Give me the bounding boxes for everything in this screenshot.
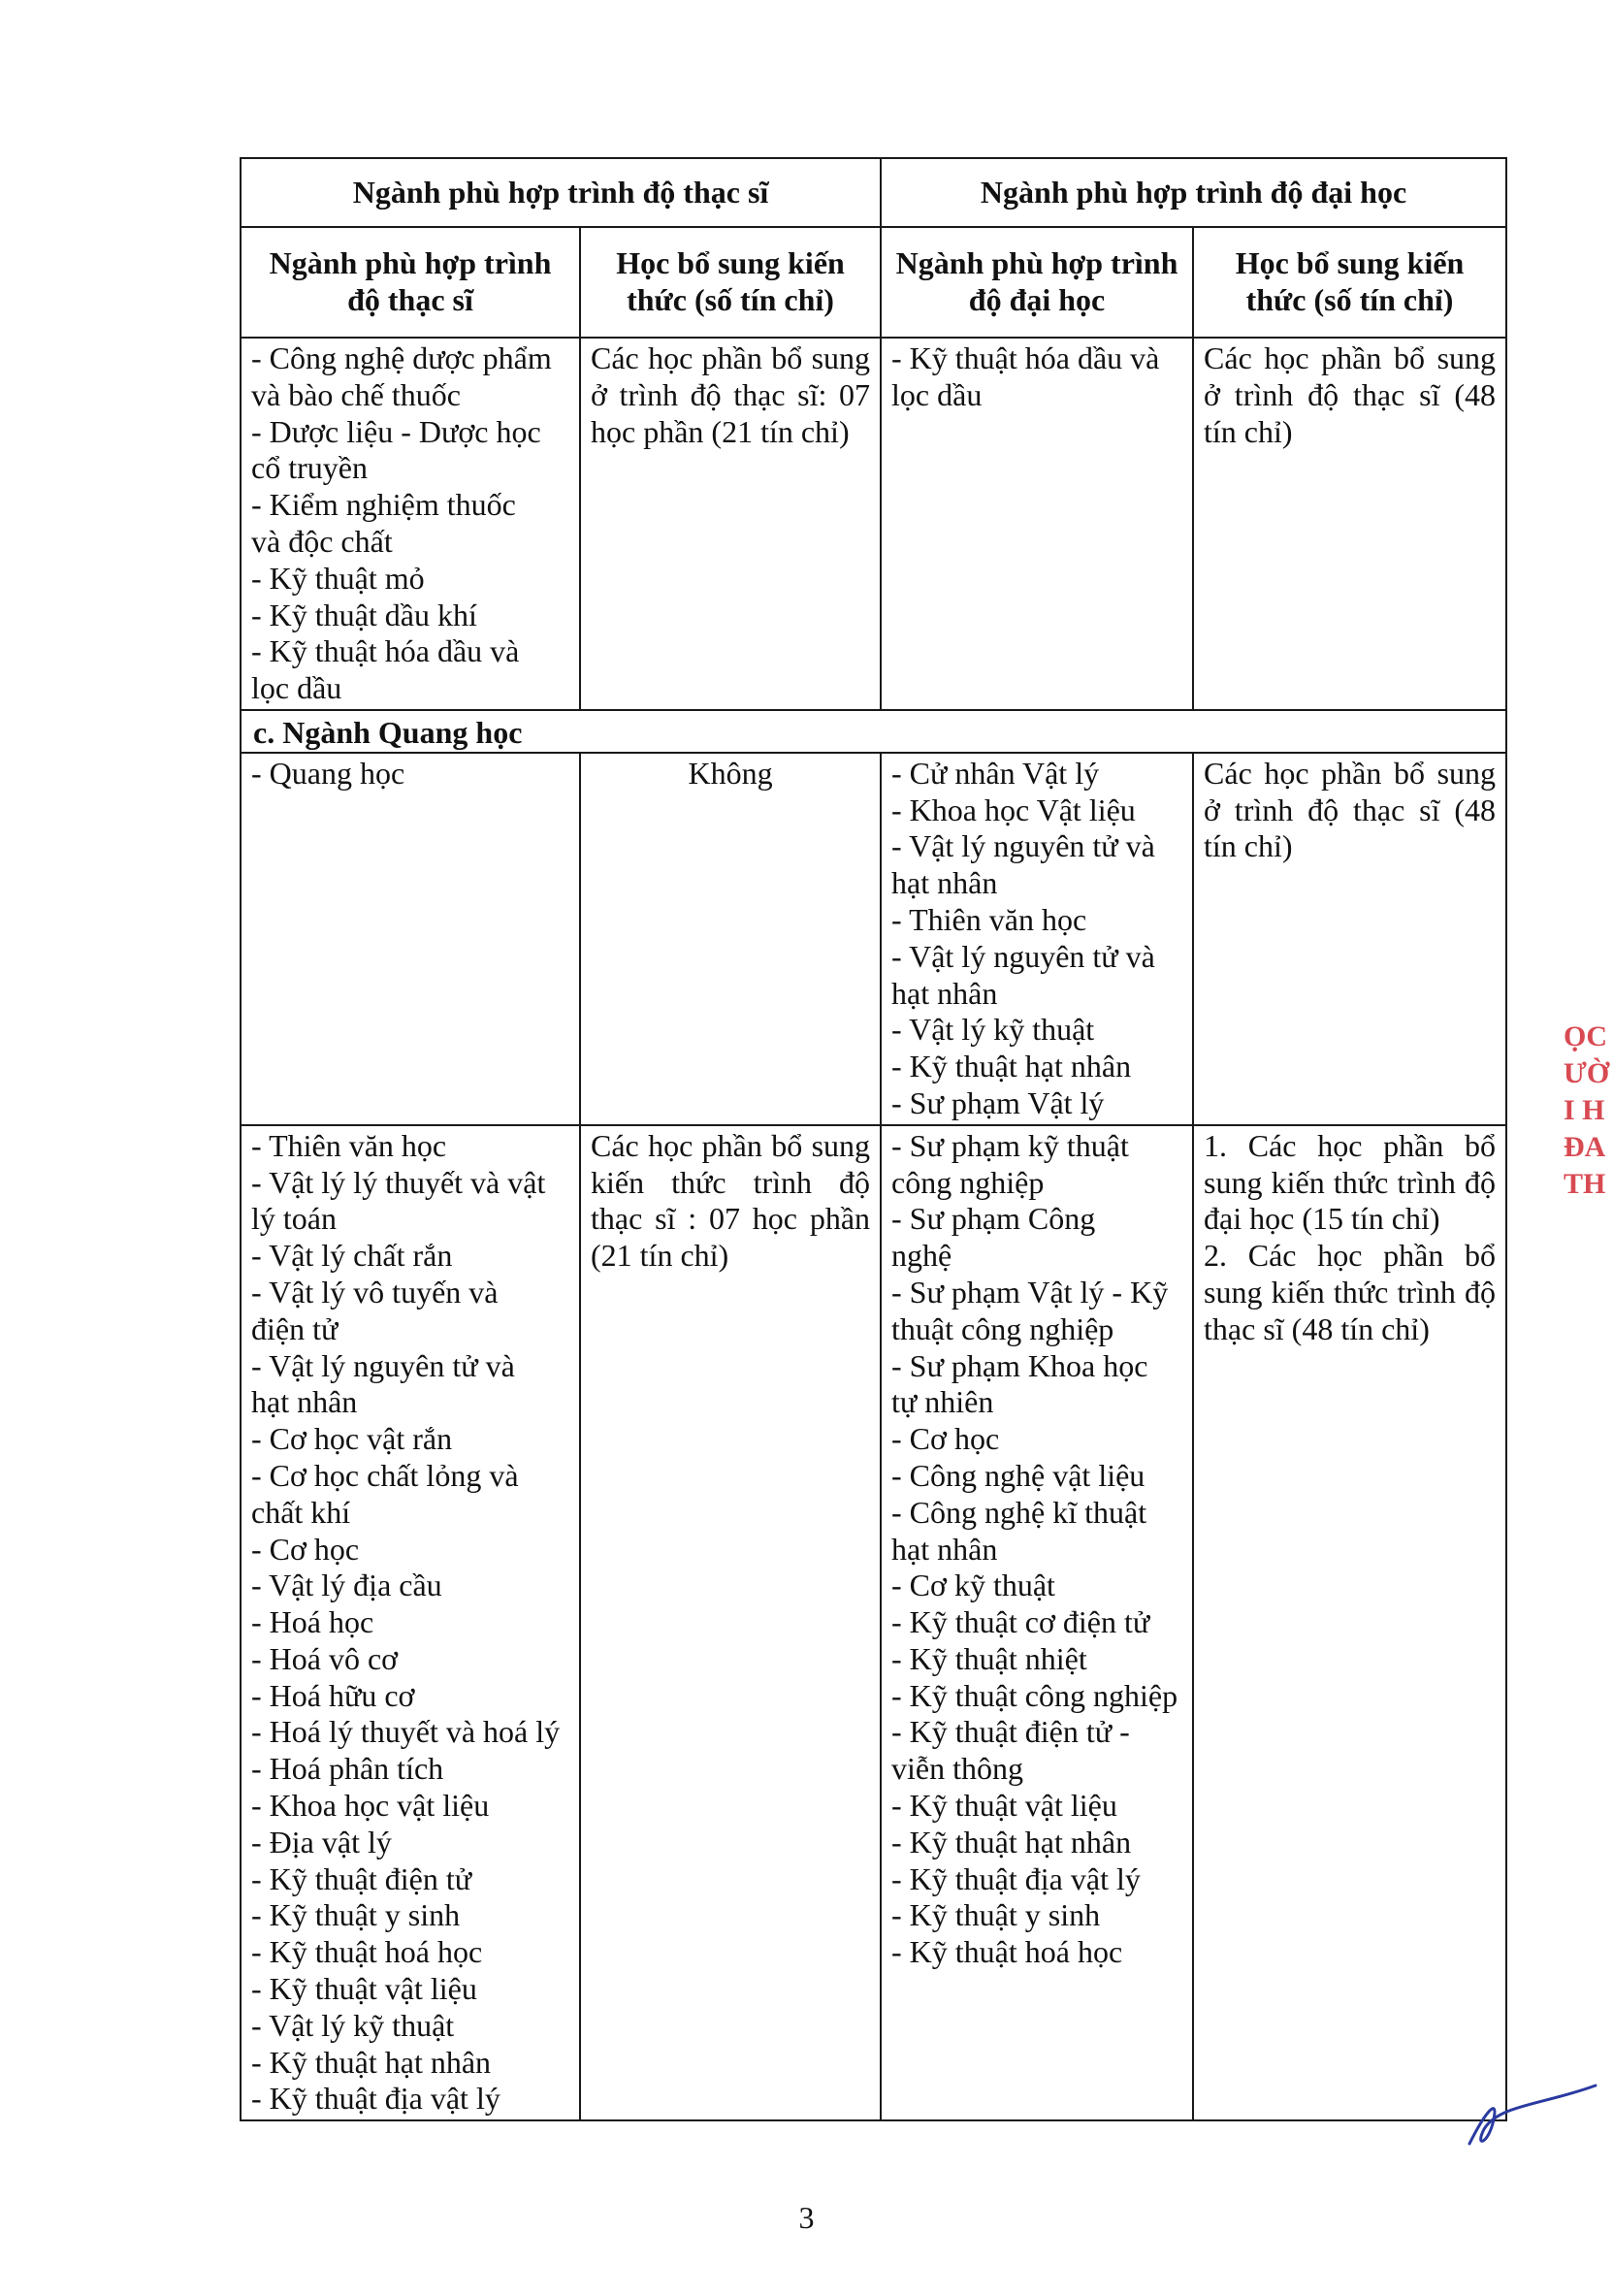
list-item: thuật công nghiệp bbox=[891, 1310, 1114, 1346]
list-item: - Khoa học Vật liệu bbox=[891, 792, 1136, 827]
list-item: - Sư phạm Công bbox=[891, 1201, 1096, 1237]
list-item: - Cơ kỹ thuật bbox=[891, 1568, 1055, 1603]
signature-mark bbox=[1465, 2076, 1600, 2153]
header-master-group: Ngành phù hợp trình độ thạc sĩ bbox=[241, 158, 881, 227]
list-item: - Hoá vô cơ bbox=[251, 1640, 399, 1676]
table-row bbox=[241, 753, 1506, 1125]
list-item: - Công nghệ dược phẩm bbox=[251, 340, 552, 375]
list-item: - Vật lý lý thuyết và vật bbox=[251, 1164, 546, 1200]
list-item: - Thiên văn học bbox=[891, 901, 1087, 937]
list-item: - Hoá phân tích bbox=[251, 1751, 444, 1787]
list-item: cổ truyền bbox=[251, 450, 368, 486]
header-bachelor-major: Ngành phù hợp trình độ đại học bbox=[881, 227, 1193, 338]
list-item: và bào chế thuốc bbox=[251, 376, 461, 412]
list-item: và độc chất bbox=[251, 523, 393, 559]
list-item: - Kỹ thuật hoá học bbox=[891, 1934, 1123, 1970]
bachelor-majors-cell bbox=[881, 1125, 1193, 2121]
list-item: - Dược liệu - Dược học bbox=[251, 413, 541, 449]
table-subheader-row bbox=[241, 227, 1506, 338]
list-item: - Vật lý nguyên tử và bbox=[251, 1347, 515, 1383]
list-item: - Kỹ thuật y sinh bbox=[251, 1897, 461, 1933]
bachelor-majors-cell bbox=[881, 753, 1193, 1125]
list-item: - Kiểm nghiệm thuốc bbox=[251, 487, 516, 523]
master-majors-cell bbox=[241, 338, 580, 710]
list-item: - Vật lý chất rắn bbox=[251, 1238, 453, 1274]
list-item: - Kỹ thuật hạt nhân bbox=[251, 2044, 492, 2080]
master-supplement-cell: Các học phần bổ sung kiến thức trình độ thạc sĩ : 07 học phần (21 tín chỉ) bbox=[580, 1125, 881, 2121]
table-row bbox=[241, 1125, 1506, 2121]
list-item: - Công nghệ kĩ thuật bbox=[891, 1494, 1147, 1530]
list-item: - Kỹ thuật vật liệu bbox=[251, 1971, 477, 2007]
list-item: - Thiên văn học bbox=[251, 1127, 447, 1163]
master-supplement-cell: Các học phần bổ sung ở trình độ thạc sĩ: 07 học phần (21 tín chỉ) bbox=[580, 338, 881, 710]
list-item: - Kỹ thuật công nghiệp bbox=[891, 1677, 1178, 1713]
list-item: - Khoa học vật liệu bbox=[251, 1788, 490, 1824]
list-item: - Quang học bbox=[251, 755, 405, 791]
list-item: lọc dầu bbox=[891, 376, 983, 412]
list-item: điện tử bbox=[251, 1310, 339, 1346]
table-row bbox=[241, 338, 1506, 710]
stamp-text: ỌC bbox=[1564, 1020, 1607, 1052]
list-item: - Kỹ thuật hoá học bbox=[251, 1934, 483, 1970]
list-item: - Vật lý nguyên tử và bbox=[891, 828, 1155, 864]
list-item: - Cơ học bbox=[251, 1531, 360, 1567]
list-item: hạt nhân bbox=[891, 865, 998, 901]
list-item: hạt nhân bbox=[891, 1531, 998, 1567]
list-item: - Kỹ thuật hạt nhân bbox=[891, 1824, 1132, 1859]
page-number: 3 bbox=[798, 2200, 815, 2235]
list-item: - Hoá lý thuyết và hoá lý bbox=[251, 1714, 561, 1750]
list-item: - Vật lý kỹ thuật bbox=[251, 2007, 455, 2043]
section-heading-row bbox=[241, 710, 1506, 753]
list-item: - Cơ học bbox=[891, 1421, 1000, 1457]
list-item: - Vật lý kỹ thuật bbox=[891, 1012, 1095, 1048]
list-item: - Hoá hữu cơ bbox=[251, 1677, 415, 1713]
list-item: - Cơ học chất lỏng và bbox=[251, 1457, 519, 1493]
supplement-item: 1. Các học phần bổ sung kiến thức trình độ đại học (15 tín chỉ) bbox=[1204, 1127, 1497, 1237]
stamp-fragment bbox=[1564, 1019, 1613, 1290]
list-item: - Kỹ thuật y sinh bbox=[891, 1897, 1101, 1933]
list-item: - Kỹ thuật mỏ bbox=[251, 560, 425, 596]
list-item: chất khí bbox=[251, 1494, 351, 1530]
list-item: - Địa vật lý bbox=[251, 1824, 392, 1859]
header-master-supplement: Học bổ sung kiến thức (số tín chỉ) bbox=[580, 227, 881, 338]
list-item: - Hoá học bbox=[251, 1604, 374, 1640]
master-supplement-cell: Không bbox=[580, 753, 881, 1125]
list-item: - Kỹ thuật cơ điện tử bbox=[891, 1604, 1150, 1640]
bachelor-majors-cell bbox=[881, 338, 1193, 710]
list-item: - Vật lý nguyên tử và bbox=[891, 938, 1155, 974]
list-item: - Sư phạm Vật lý - Kỹ bbox=[891, 1274, 1169, 1310]
list-item: - Kỹ thuật hạt nhân bbox=[891, 1049, 1132, 1084]
section-title: c. Ngành Quang học bbox=[241, 710, 1506, 753]
bachelor-supplement-cell: Các học phần bổ sung ở trình độ thạc sĩ (48 tín chỉ) bbox=[1193, 338, 1506, 710]
list-item: - Kỹ thuật điện tử - bbox=[891, 1714, 1130, 1750]
stamp-text: ĐA bbox=[1564, 1131, 1606, 1163]
list-item: hạt nhân bbox=[251, 1384, 358, 1420]
bachelor-supplement-cell: Các học phần bổ sung ở trình độ thạc sĩ (48 tín chỉ) bbox=[1193, 753, 1506, 1125]
bachelor-supplement-cell bbox=[1193, 1125, 1506, 2121]
stamp-text: TH bbox=[1564, 1168, 1606, 1200]
list-item: - Vật lý vô tuyến và bbox=[251, 1274, 499, 1310]
list-item: - Cử nhân Vật lý bbox=[891, 755, 1100, 791]
table-header-row bbox=[241, 158, 1506, 227]
header-bachelor-group: Ngành phù hợp trình độ đại học bbox=[881, 158, 1506, 227]
stamp-text: I H bbox=[1564, 1094, 1605, 1126]
supplement-item: 2. Các học phần bổ sung kiến thức trình độ thạc sĩ (48 tín chỉ) bbox=[1204, 1238, 1497, 1346]
list-item: - Kỹ thuật hóa dầu và bbox=[251, 633, 520, 669]
master-majors-cell bbox=[241, 1125, 580, 2121]
majors-table bbox=[240, 157, 1507, 2121]
list-item: - Kỹ thuật dầu khí bbox=[251, 597, 477, 632]
master-majors-cell bbox=[241, 753, 580, 1125]
signature-stroke bbox=[1469, 2086, 1596, 2144]
list-item: - Sư phạm Vật lý bbox=[891, 1084, 1105, 1120]
list-item: - Kỹ thuật hóa dầu và bbox=[891, 340, 1160, 375]
list-item: lọc dầu bbox=[251, 670, 342, 706]
list-item: tự nhiên bbox=[891, 1384, 994, 1420]
stamp-text: ƯỜ bbox=[1564, 1057, 1610, 1089]
list-item: nghệ bbox=[891, 1238, 952, 1274]
header-master-major: Ngành phù hợp trình độ thạc sĩ bbox=[241, 227, 580, 338]
list-item: - Công nghệ vật liệu bbox=[891, 1457, 1145, 1493]
list-item: - Sư phạm kỹ thuật bbox=[891, 1127, 1129, 1163]
list-item: - Cơ học vật rắn bbox=[251, 1421, 453, 1457]
list-item: - Sư phạm Khoa học bbox=[891, 1347, 1148, 1383]
list-item: viễn thông bbox=[891, 1751, 1023, 1787]
list-item: - Kỹ thuật nhiệt bbox=[891, 1640, 1087, 1676]
header-bachelor-supplement: Học bổ sung kiến thức (số tín chỉ) bbox=[1193, 227, 1506, 338]
list-item: - Kỹ thuật địa vật lý bbox=[891, 1860, 1141, 1896]
list-item: hạt nhân bbox=[891, 975, 998, 1011]
list-item: - Vật lý địa cầu bbox=[251, 1568, 442, 1603]
list-item: - Kỹ thuật vật liệu bbox=[891, 1788, 1117, 1824]
list-item: - Kỹ thuật điện tử bbox=[251, 1860, 472, 1896]
list-item: lý toán bbox=[251, 1201, 337, 1237]
list-item: công nghiệp bbox=[891, 1164, 1045, 1200]
list-item: - Kỹ thuật địa vật lý bbox=[251, 2081, 500, 2117]
